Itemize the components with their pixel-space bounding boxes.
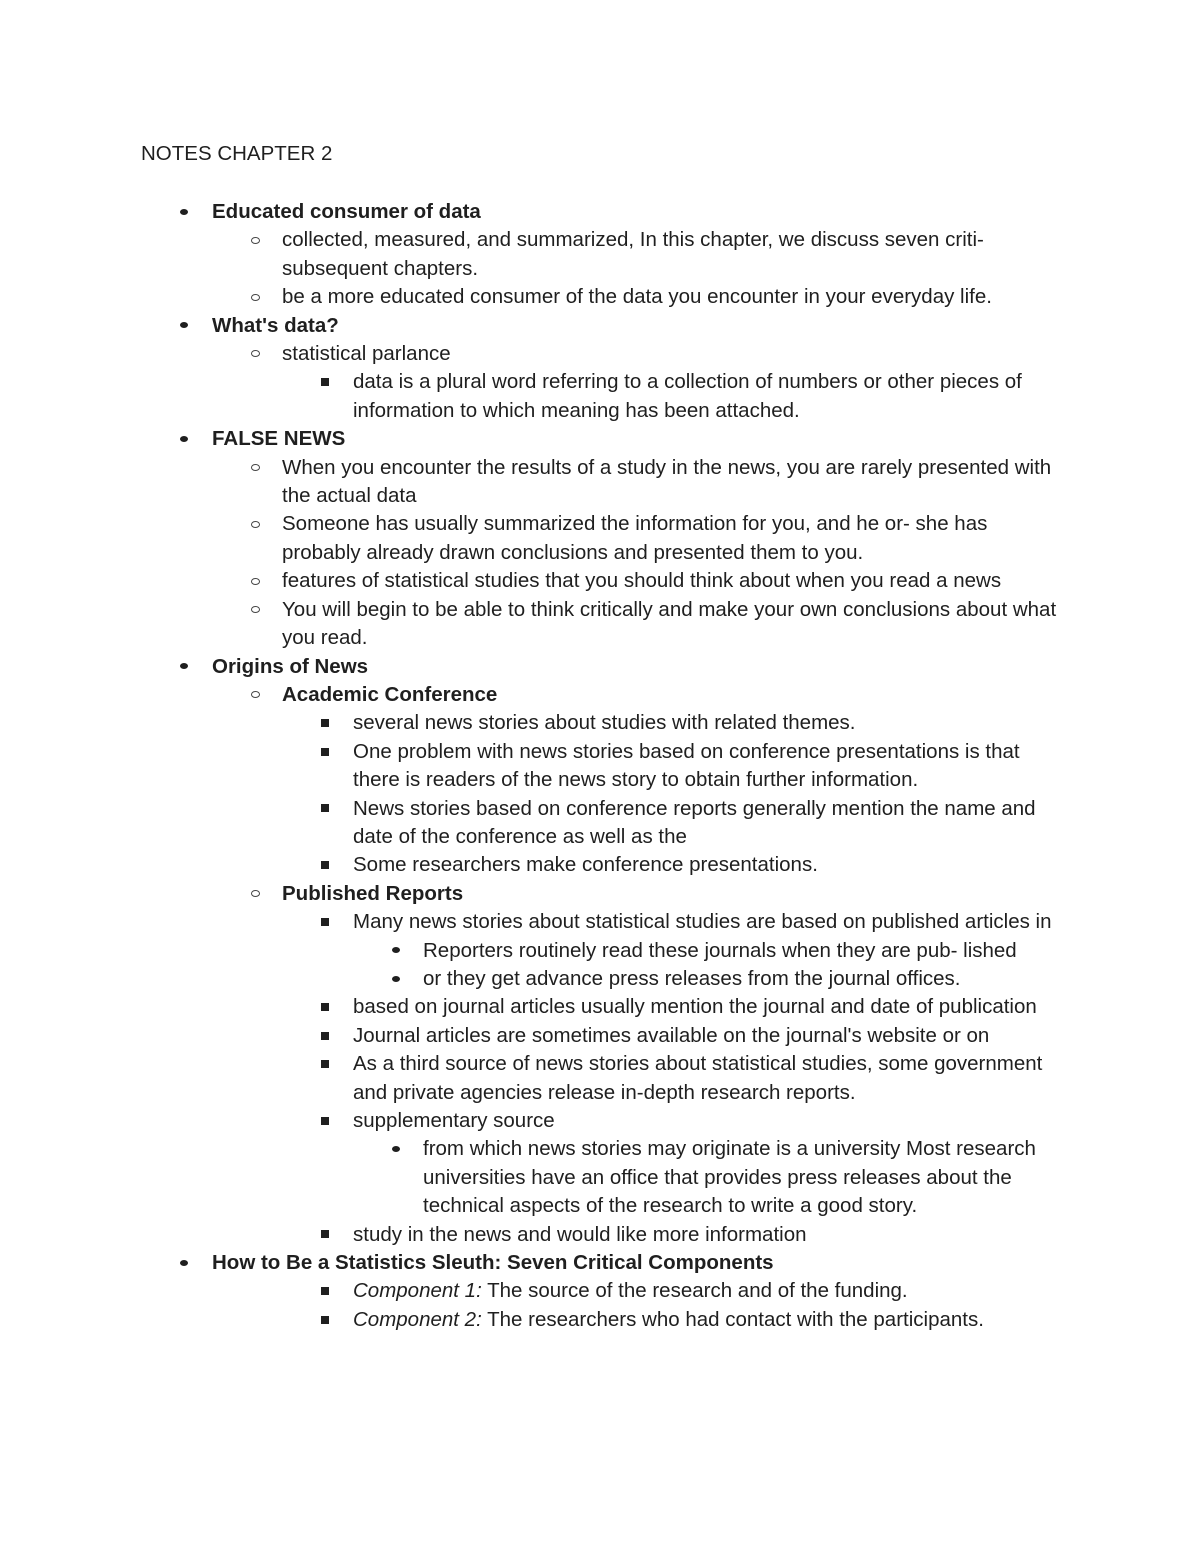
square-bullet-icon — [315, 738, 335, 766]
list-item — [0, 1221, 1060, 1249]
list-item — [0, 880, 1060, 908]
list-item — [0, 368, 1060, 425]
list-item-text: The researchers who had contact with the participants. — [481, 1307, 984, 1331]
list-item — [0, 653, 1060, 681]
circle-bullet-icon — [245, 681, 265, 709]
square-bullet-icon — [315, 1221, 335, 1249]
list-item-text: statistical parlance — [282, 342, 451, 366]
list-item — [0, 738, 1060, 795]
list-item — [0, 1135, 1060, 1220]
list-item-text: News stories based on conference reports generally mention the name and date of the conference as well as the — [353, 796, 1036, 848]
circle-bullet-icon — [245, 226, 265, 254]
disc-bullet-icon — [174, 312, 194, 340]
list-item-text: be a more educated consumer of the data you encounter in your everyday life. — [282, 285, 992, 309]
list-item-text: The source of the research and of the funding. — [481, 1279, 908, 1303]
list-item-text: What's data? — [212, 313, 339, 337]
list-item-text: When you encounter the results of a study in the news, you are rarely presented with the actual data — [282, 455, 1052, 508]
list-item — [0, 312, 1060, 340]
list-item — [0, 937, 1060, 965]
list-item — [0, 1050, 1060, 1107]
list-item — [0, 1107, 1060, 1135]
disc-bullet-icon — [174, 1249, 194, 1277]
circle-bullet-icon — [245, 567, 265, 595]
list-item-label: Component 1: — [353, 1279, 482, 1303]
list-item-text: As a third source of news stories about statistical studies, some government and private agencies release in-depth research reports. — [353, 1052, 1043, 1104]
square-bullet-icon — [315, 1306, 335, 1334]
circle-bullet-icon — [245, 340, 265, 368]
list-item — [0, 283, 1060, 311]
circle-bullet-icon — [245, 596, 265, 624]
list-item-text: several news stories about studies with related themes. — [353, 711, 856, 735]
list-item — [0, 795, 1060, 852]
square-bullet-icon — [315, 795, 335, 823]
square-bullet-icon — [315, 908, 335, 936]
list-item — [0, 340, 1060, 368]
list-item-text: Someone has usually summarized the information for you, and he or- she has probably already drawn conclusions and presented them to you. — [282, 512, 988, 564]
disc-bullet-icon — [386, 965, 406, 993]
list-item — [0, 993, 1060, 1021]
disc-bullet-icon — [174, 198, 194, 226]
square-bullet-icon — [315, 993, 335, 1021]
list-item — [0, 510, 1060, 567]
disc-bullet-icon — [174, 425, 194, 453]
list-item — [0, 1277, 1060, 1305]
list-item-text: Educated consumer of data — [212, 200, 481, 223]
square-bullet-icon — [315, 1277, 335, 1305]
list-item-text: features of statistical studies that you should think about when you read a news — [282, 569, 1002, 593]
list-item-text: Some researchers make conference presentations. — [353, 853, 818, 877]
list-item-text: Published Reports — [282, 881, 464, 905]
list-item — [0, 709, 1060, 737]
square-bullet-icon — [315, 709, 335, 737]
notes-outline — [0, 198, 1200, 1334]
list-item — [0, 681, 1060, 709]
square-bullet-icon — [315, 851, 335, 879]
disc-bullet-icon — [174, 653, 194, 681]
list-item-text: based on journal articles usually mention the journal and date of publication — [353, 995, 1037, 1019]
list-item — [0, 851, 1060, 879]
list-item-text: Academic Conference — [282, 682, 498, 706]
circle-bullet-icon — [245, 454, 265, 482]
list-item — [0, 1022, 1060, 1050]
list-item — [0, 965, 1060, 993]
list-item — [0, 1306, 1060, 1334]
list-item-text: FALSE NEWS — [212, 427, 346, 451]
list-item — [0, 198, 1060, 226]
list-item-text: Reporters routinely read these journals when they are pub- lished — [423, 938, 1017, 962]
circle-bullet-icon — [245, 283, 265, 311]
list-item-text: supplementary source — [353, 1109, 555, 1132]
disc-bullet-icon — [386, 937, 406, 965]
list-item-text: or they get advance press releases from the journal offices. — [423, 966, 961, 990]
list-item-text: Origins of News — [212, 654, 369, 678]
square-bullet-icon — [315, 368, 335, 396]
list-item-label: Component 2: — [353, 1307, 482, 1331]
list-item-text: from which news stories may originate is a university Most research universities have an office that provides press releases about the technical aspects of the research to write a good story. — [423, 1137, 1036, 1218]
circle-bullet-icon — [245, 880, 265, 908]
circle-bullet-icon — [245, 510, 265, 538]
list-item — [0, 908, 1060, 936]
list-item — [0, 567, 1060, 595]
list-item-text: How to Be a Statistics Sleuth: Seven Critical Components — [212, 1251, 774, 1275]
disc-bullet-icon — [386, 1135, 406, 1163]
square-bullet-icon — [315, 1050, 335, 1078]
list-item — [0, 1249, 1060, 1277]
list-item-text: Many news stories about statistical studies are based on published articles in — [353, 910, 1052, 934]
list-item — [0, 596, 1060, 653]
square-bullet-icon — [315, 1107, 335, 1135]
list-item-text: Journal articles are sometimes available on the journal's website or on — [353, 1023, 990, 1047]
list-item-text: One problem with news stories based on conference presentations is that there is readers of the news story to obtain further information. — [353, 739, 1020, 792]
list-item-text: You will begin to be able to think critically and make your own conclusions about what you read. — [282, 597, 1057, 650]
list-item-text: collected, measured, and summarized, In this chapter, we discuss seven criti- subsequent chapters. — [282, 228, 984, 280]
page-title: NOTES CHAPTER 2 — [141, 142, 333, 165]
list-item-text: study in the news and would like more information — [353, 1222, 807, 1246]
list-item-text: data is a plural word referring to a collection of numbers or other pieces of information to which meaning has been attached. — [353, 370, 1022, 422]
list-item — [0, 454, 1060, 511]
list-item — [0, 425, 1060, 453]
list-item — [0, 226, 1060, 283]
square-bullet-icon — [315, 1022, 335, 1050]
